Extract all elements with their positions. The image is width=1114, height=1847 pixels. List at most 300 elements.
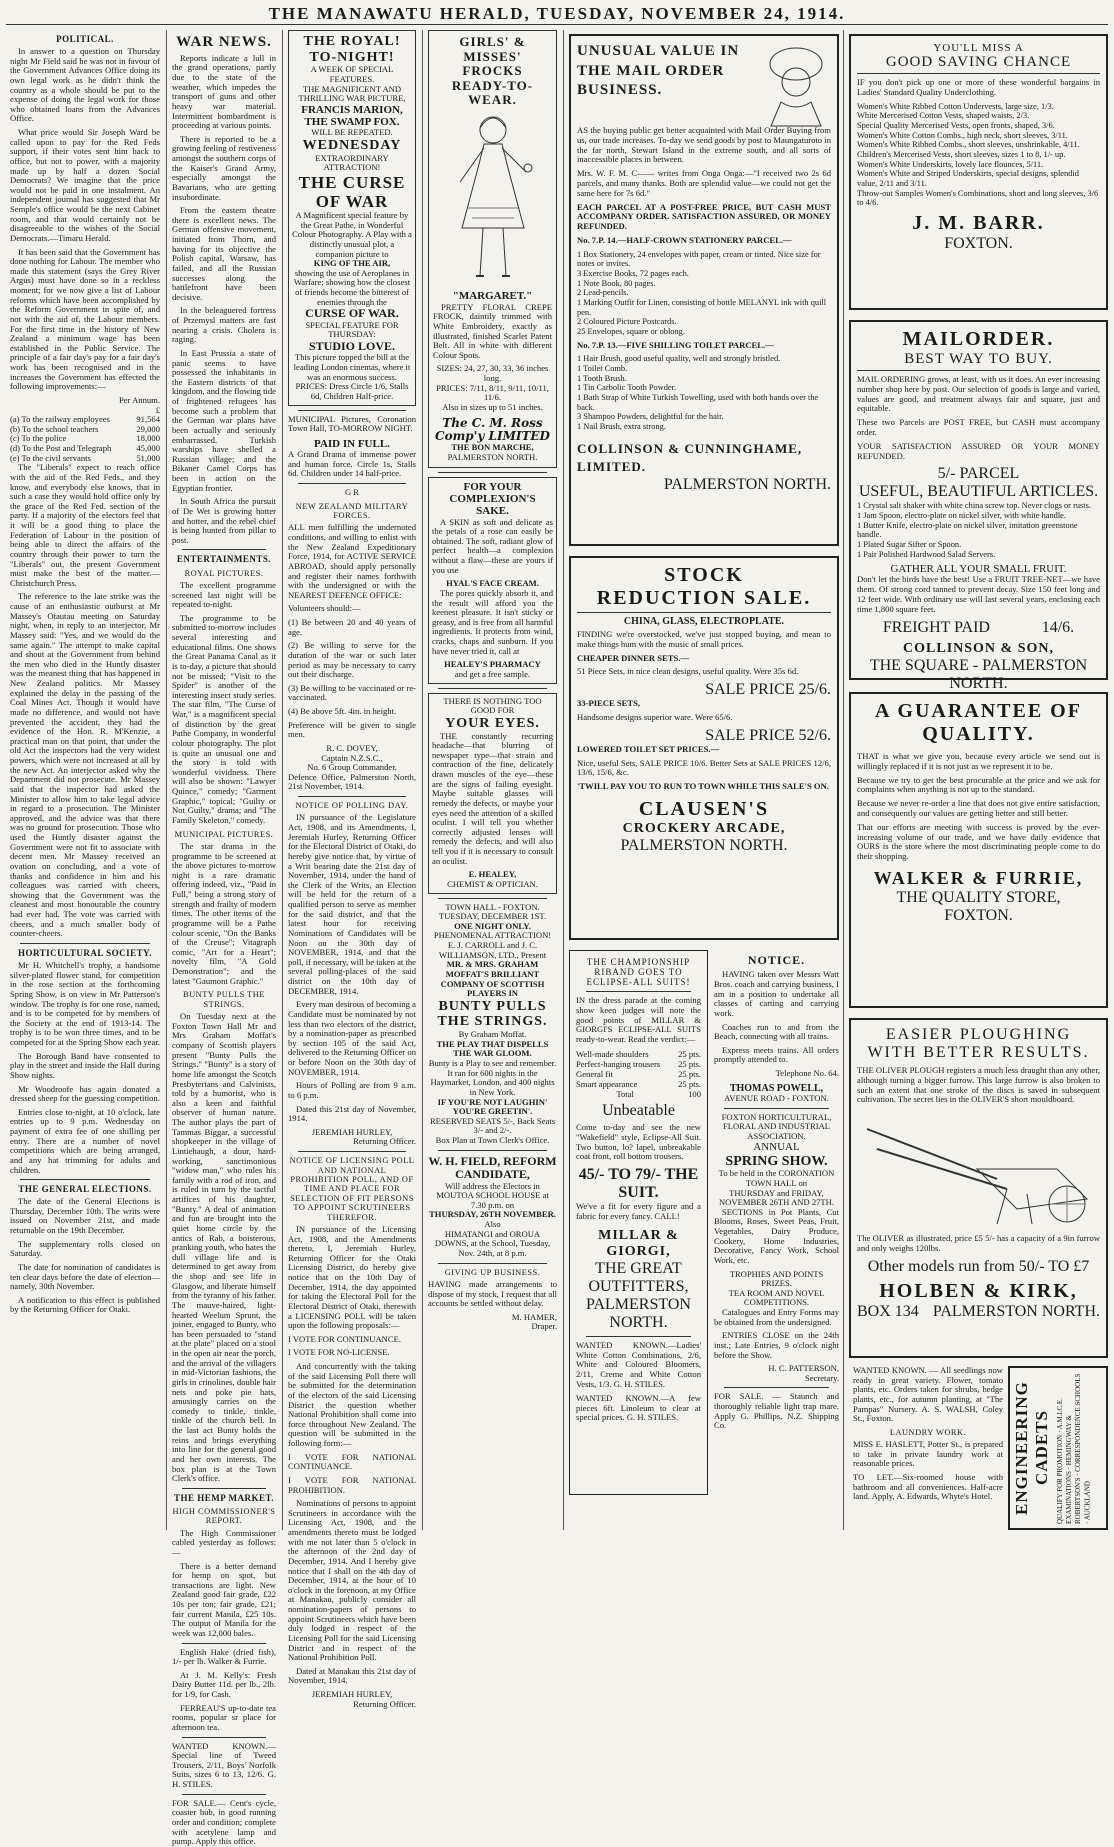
war-news-heading: WAR NEWS. (176, 34, 272, 50)
divider (438, 472, 547, 473)
bon-marche: THE BON MARCHE, (451, 442, 534, 453)
royal-thursday: SPECIAL FEATURE FOR THURSDAY: (305, 319, 399, 340)
freight-row (857, 619, 1100, 637)
toilet-heading: LOWERED TOILET SET PRICES.— (577, 743, 720, 754)
royal-tonight: TO-NIGHT! (309, 49, 395, 65)
list-item: 1 Pair Polished Hardwood Salad Servers. (857, 549, 996, 559)
paragraph: On Tuesday next at the Foxton Town Hall Mr and Mrs Graham Moffat's company of Scottish players present "Bunty Pulls the Strings." "Bunty" is a story of home life amongst the Scotch Presbyterians and Calvinists, told by a humorist, who is also a keen and faithful observer of human nature. The author plays the part of Tammas Biggar, a successful shopkeeper in the village of Lintiehaugh, a dour, hard-working, sanctimonious "widow man," who rules his family with a rod of iron, and is ruled in turn by the tactful artifices of his daughter, "Bunty." A deal of animation and fun are brought into the quiet home circle by the antics of Rab, a boisterous, pranking youth, who hates the dull village life and is determined to get away from the shop and see life in Glasgow, and liberate himself from the tyranny of his father. The mauve-haired, light-hearted Weelum Sprunt, the joiner, engaged to Bunty, who has been persuaded to "stand at the plate" placed on a stool in the open air near the porch, and the arrival of the villagers in mid-Victorian fashions, the girls in crinolines, double hair nets and poke pie hats, amusingly carries on the comedy to tinkle, tinkle, tinkle of the church bell. In the last act Bunty holds the reins and brings everything into line for the general good and her own interests. The box plan is at the Town Clerk's office. (172, 1011, 276, 1484)
guarantee-heading1: A GUARANTEE OF (875, 700, 1082, 722)
row-label: General fit (576, 1068, 613, 1079)
frocks-title: GIRLS' & MISSES' FROCKS READY-TO-WEAR. (451, 34, 534, 108)
bunty-title: BUNTY PULLS THE STRINGS. (437, 998, 548, 1030)
forces-cond: (3) Be willing to be vaccinated or re-vaccinated. (288, 682, 416, 703)
paragraph: It has been said that the Government has done nothing for Labour. The member who made this statement (says the Grey River Argus) must have done so in a reckless moment; for we now give a list of Labour reforms which have been accomplished by the Reform Government in spite of, and not with the aid of, the Labour members. For the first time in the history of New Zealand a minimum wage has been established in the Public Service. The principle of a fair day's pay for a fair day's work has been recognised and in the increases the Government has effected the following improvements:— (10, 246, 160, 392)
royal-studio: STUDIO LOVE. (308, 339, 396, 354)
bunty-heading: BUNTY PULLS THE STRINGS. (183, 990, 265, 1009)
row-value: 25 pts. (678, 1058, 701, 1069)
frock-sizes: SIZES: 24, 27, 30, 33, 36 inches long. (436, 363, 549, 384)
list-item: Women's White Underskirts, lovely lace flounces, 5/11. (857, 159, 1044, 169)
royal-line: THE MAGNIFICENT AND THRILLING WAR PICTURE, (298, 83, 406, 104)
mail-order-ad (569, 34, 839, 546)
guarantee-text3: Because we never re-order a line that does not give entire satisfaction, and consequently our values are getting better and still better. (857, 798, 1100, 818)
divider (438, 1263, 547, 1264)
row-value: 45,000 (136, 443, 160, 454)
plough-heading1: EASIER PLOUGHING (885, 1026, 1072, 1043)
millar-giorgi: MILLAR & GIORGI, (598, 1227, 679, 1259)
freight-label: FREIGHT PAID (882, 618, 990, 636)
total-label: Total (616, 1088, 634, 1099)
toilet-text: Nice, useful Sets, SALE PRICE 10/6. Better Sets at SALE PRICES 12/6, 13/6, 15/6, &c. (577, 757, 831, 778)
crockery-arcade: CROCKERY ARCADE, (622, 820, 786, 836)
plough-text2: The OLIVER as illustrated, price £5 5/- has a capacity of a 9in furrow and only weighs 120lbs. (857, 1233, 1100, 1253)
held: To be held in the CORONATION TOWN HALL on (718, 1168, 835, 1188)
dinner-heading: CHEAPER DINNER SETS.— (577, 652, 689, 663)
phenomenal: PHENOMENAL ATTRACTION! (433, 930, 552, 941)
field-text: Will address the Electors in MOUTOA SCHOOL HOUSE at 7.30 p.m. on (436, 1180, 549, 1210)
mail-head-row (577, 42, 831, 126)
paragraph: Reports indicate a lull in the grand operations, partly due to the state of the weather, which impedes the transport of guns and other heavy war material. Intermittent bombardment is proceeding at various points. (172, 52, 276, 131)
divider (182, 549, 266, 550)
list-item: 1 Butter Knife, electro-plate on nickel silver, imitation greenstone handle. (857, 520, 1078, 540)
frocks-ad (428, 30, 557, 468)
suits-text: IN the dress parade at the coming show keen judges will note the good points of MILLAR & GIORGI'S ECLIPSE-ALL SUITS ready-to-wear. Read the verdict:— (576, 995, 701, 1045)
signature-title: Returning Officer. (353, 1136, 416, 1147)
paragraph: What price would Sir Joseph Ward be called upon to pay for the Red Feds support, if their votes sent him back to office, but not to power, with a majority made up by half a dozen Social Democrats? We imagine that the price would not be paid in one instalment. An independent journal has suggested that Mr Semple's office would be the next Cabinet room, and that would certainly not be disagreeable to the wishes of the Social Democrats.—Timaru Herald. (10, 127, 160, 243)
list-item: 2 Coloured Picture Postcards. (577, 317, 677, 327)
wanted-known-ad: WANTED KNOWN.—Ladies' White Cotton Combinations, 2/6, White and Coloured Bloomers, 2/11, Creme and White Cotton Vests, 1/3. G. H. STILES. (576, 1339, 701, 1389)
municipal-pictures-heading: MUNICIPAL PICTURES. (174, 829, 274, 839)
complexion-text: A SKIN as soft and delicate as the petals of a rose can easily be obtained. The soft, radiant glow of perfect health—a complexion without a flaw—these are yours if you use (432, 516, 553, 575)
suits-fit: We've a fit for every figure and a fabric for every fancy. CALL! (576, 1201, 701, 1221)
royal-king: KING OF THE AIR, (313, 258, 391, 269)
engineering-cadets-ad (1008, 1366, 1108, 1530)
parcel2-items (577, 354, 831, 431)
paragraph: The supplementary rolls closed on Saturday. (10, 1238, 160, 1259)
royal-repeated: WILL BE REPEATED. (311, 127, 393, 138)
row-label: (b) To the school teachers (10, 423, 99, 434)
masthead-rule (6, 24, 1108, 25)
saving-text: IF you don't pick up one or more of these wonderful bargains in Ladies' Standard Quality Underclothing. (857, 77, 1100, 97)
wanted-known-ad: WANTED KNOWN. — All seedlings now ready in great variety. Flower, tomato plants, etc. Orders taken for shrubs, hedge plants, etc., for autumn planting, at "The Pampas" Nursery. A. S. WALSH, Coley St., Foxton. (853, 1365, 1003, 1424)
notice-heading: NOTICE. (747, 953, 806, 967)
forces-pref: Preference will be given to single men. (288, 719, 416, 740)
list-item: Women's White Ribbed Combs., short sleeves, unshrinkable, 4/11. (857, 140, 1080, 150)
signature: JEREMIAH HURLEY, (311, 1689, 393, 1700)
p33-price: SALE PRICE 52/6. (705, 726, 831, 744)
saving-heading1: YOU'LL MISS A (933, 42, 1024, 54)
small-ad: At J. M. Kelly's: Fresh Dairy Butter 11d. per lb., 2lb. for 1/9, for Cash. (172, 1669, 276, 1700)
parcel-items (857, 501, 1100, 559)
row-value: 25 pts. (678, 1068, 701, 1079)
barr-place: FOXTON. (944, 234, 1013, 252)
divider (586, 1336, 691, 1337)
paragraph: Hours of Polling are from 9 a.m. to 6 p.m. (288, 1080, 416, 1100)
column-rule (166, 30, 167, 1530)
list-item: 1 Box Stationery, 24 envelopes with paper, cream or tinted. Nice size for notes or invites. (577, 249, 821, 269)
divider (438, 688, 547, 689)
seats: RESERVED SEATS 5/-, Back Seats 3/- and 2/-. (429, 1115, 556, 1136)
complexion-text2: The pores quickly absorb it, and the result will afford you the keenest pleasure. It isn't sticky or greasy, and is free from all harmful ingredients. It protects from wind, cracks, chaps and sunburn. If you have never tried it, call at (432, 587, 553, 656)
mailorder-satisfy: YOUR SATISFACTION ASSURED OR YOUR MONEY REFUNDED. (857, 440, 1100, 461)
list-item: Women's White and Striped Underskirts, special designs, splendid value, 2/11 and 3/11. (857, 169, 1079, 188)
row-label: (e) To the civil servants (10, 452, 91, 463)
row-value: 29,000 (136, 423, 160, 434)
reduction-heading: REDUCTION SALE. (577, 587, 831, 613)
list-item: 1 Jam Spoon, electro-plate on nickel silver, with white handle. (857, 511, 1066, 521)
for-sale-ad: FOR SALE.— Cent's cycle, coaster hub, in good running order and condition; complete with acetylene lamp and pump. Apply this office. (172, 1797, 276, 1847)
mail-heading: UNUSUAL VALUE IN THE MAIL ORDER BUSINESS. (577, 43, 740, 98)
small-ad: English Hake (dried fish), 1/- per lb. Walker & Furrie. (172, 1646, 276, 1667)
play-line: THE PLAY THAT DISPELLS THE WAR GLOOM. (436, 1038, 549, 1059)
wage-increase-table (10, 415, 160, 463)
divider (20, 1179, 150, 1180)
row-value: 18,000 (136, 433, 160, 444)
column-rule (843, 30, 844, 1530)
secretary-name: H. C. PATTERSON, (768, 1363, 839, 1374)
paragraph: From the eastern theatre there is excellent news. The German offensive movement, initiated from Thorn, and having for its objective the Polish capital, Warsaw, has failed, and all the Russian successes along the battlefront have been decisive. (172, 205, 276, 302)
royal-prices: PRICES: Dress Circle 1/6, Stalls 6d, Children Half-price. (295, 381, 409, 401)
hemp-subheading: HIGH COMMISSIONER'S REPORT. (172, 1506, 276, 1526)
paid-in-full: PAID IN FULL. (314, 437, 390, 450)
entries: ENTRIES CLOSE on the 24th inst.; Late Entries, 9 o'clock night before the Show. (714, 1330, 839, 1360)
quality-store: THE QUALITY STORE, (896, 888, 1061, 906)
divider (182, 1643, 266, 1644)
complexion-end: and get a free sample. (454, 668, 531, 679)
frock-prices: PRICES: 7/11, 8/11, 9/11, 10/11, 11/6. (436, 382, 549, 403)
complexion-heading: FOR YOUR COMPLEXION'S SAKE. (449, 480, 536, 518)
licensing-heading: NOTICE OF LICENSING POLL AND NATIONAL PROHIBITION POLL, AND OF TIME AND PLACE FOR SELECTION OF FIT PERSONS TO APPOINT SCRUTINEERS THEREFOR. (289, 1156, 415, 1222)
wanted-known-ad: WANTED KNOWN.—Special line of Tweed Trousers, 2/11, Boys' Norfolk Suits, sizes 6 to 13, 12/6. G. H. STILES. (172, 1740, 276, 1790)
list-item: 1 Nail Brush, extra strong. (577, 422, 666, 432)
unbeatable: Unbeatable (602, 1101, 675, 1119)
entertainments-heading: ENTERTAINMENTS. (176, 554, 272, 565)
paragraph: The date of the General Elections is Thursday, December 10th. The writs were issued on November 21st, and made returnable on the 19th December. (10, 1196, 160, 1236)
list-item: 1 Note Book, 80 pages. (577, 278, 656, 288)
mailorder-text2: These two Parcels are POST FREE, but CASH must accompany order. (857, 417, 1100, 437)
paragraph: The High Commissioner cabled yesterday as follows:— (172, 1527, 276, 1557)
plough-text: THE OLIVER PLOUGH registers a much less draught than any other, although turning a bigger furrow. This large furrow is also broken to such an extent that one stroke of the discs is saved in subsequent cultivation. The secret lies in the OLIVER'S short mouldboard. (857, 1065, 1100, 1105)
list-item: 25 Envelopes, square or oblong. (577, 327, 685, 337)
row-value: 91,564 (136, 414, 160, 425)
list-item: Women's White Ribbed Cotton Undervests, large size, 1/3. (857, 101, 1054, 111)
frock-desc: PRETTY FLORAL CREPE FROCK, daintily trimmed with White Embroidery, exactly as illustrated, finished Scarlet Patent Belt. All in white with different Colour Spots. (433, 301, 552, 360)
row-value: 51,000 (136, 452, 160, 463)
royal-pictures-heading: ROYAL PICTURES. (184, 568, 264, 578)
plough-heading2: WITH BETTER RESULTS. (867, 1044, 1090, 1061)
stock-sale-ad (569, 556, 839, 940)
municipal-ad: MUNICIPAL Pictures, Coronation Town Hall, TO-MORROW NIGHT. (288, 413, 416, 434)
pound-sign: £ (155, 404, 160, 415)
divider (724, 1108, 829, 1109)
divider (438, 898, 547, 899)
powell-addr: AVENUE ROAD - FOXTON. (724, 1092, 829, 1103)
paragraph: Every man desirous of becoming a Candidate must be nominated by not less than two electors of the district, by a nomination-paper as prescribed by section 105 of the said Act, delivered to the Returning Officer on or before Noon on the 30th day of NOVEMBER, 1914. (288, 999, 416, 1077)
paragraph: The programme to be submitted to-morrow includes several interesting and educational films. One shows the Great Panama Canal as it is to-day, a picture that should not be missed; "Visit to the Spider" is another of the interesting insect study series. The star film, "The Curse of War," is a magnificent special of distinction by the great Pathe Company, in wonderful colour photography. The plot is quite an unusual one and the story is told with wonderful vividness. There will also be shown: "Lawyer Quince," comedy; "Garment Graphic," topical; "Guilty or Not Guilty," drama; and "The Family Skeleton," comedy. (172, 612, 276, 825)
vote-option: I VOTE FOR NATIONAL PROHIBITION. (288, 1474, 416, 1495)
guarantee-text2: Because we try to get the best procurable at the price and we ask for complaints when anything is not up to the standard. (857, 774, 1100, 795)
collinson-son: COLLINSON & SON, (903, 640, 1054, 656)
total-value: 100 (688, 1088, 701, 1099)
suits-heading: THE CHAMPIONSHIP RIBAND GOES TO ECLIPSE-ALL SUITS! (586, 957, 691, 987)
vote-option: I VOTE FOR NO-LICENSE. (288, 1347, 390, 1358)
political-heading: POLITICAL. (56, 34, 114, 44)
suits-ad (569, 950, 708, 1495)
column-small-ads (853, 1366, 1003, 1530)
stock-text: FINDING we're overstocked, we've just stopped buying, and mean to make things hum with the music of small prices. (577, 629, 831, 649)
giving-up-heading: GIVING UP BUSINESS. (444, 1267, 541, 1277)
ross-logo: The C. M. Ross Comp'y LIMITED (435, 415, 550, 443)
paragraph: IN pursuance of the Legislature Act, 1908, and its Amendments, I, Jeremiah Hurley, Returning Officer for the Electoral District of Otaki, do hereby give notice that, by virtue of a Writ bearing date the 21st day of November, 1914, under the hand of the Clerk of the Writs, an Election will be held for the return of a qualified person to serve as member for the said district, and that the latest hour for receiving Nominations of Candidates will be Noon on the 30th day of NOVEMBER, 1914, and that the poll, if necessary, will be taken at the several polling-places of the said district on the 10th day of DECEMBER, 1914. (288, 812, 416, 996)
masthead: THE MANAWATU HERALD, TUESDAY, NOVEMBER 24, 1914. (268, 4, 846, 23)
frock-also: Also in sizes up to 51 inches. (442, 401, 543, 412)
for-sale-ad: FOR SALE. — Staunch and thoroughly reliable light trap mare. Apply G. Phillips, N.Z. Shipping Co. (714, 1391, 839, 1431)
elections-heading: THE GENERAL ELECTIONS. (18, 1184, 152, 1195)
column-notices (288, 30, 416, 1709)
royal-pictures-ad (288, 30, 416, 406)
forces-cond: (1) Be between 20 and 40 years of age. (288, 617, 416, 637)
suits-place: PALMERSTON NORTH. (586, 1295, 691, 1331)
mailorder-ad (849, 320, 1108, 692)
royal-studio-desc: This picture topped the bill at the leading London cinemas, where it was an enormous success. (293, 352, 411, 382)
annual: ANNUAL (753, 1141, 800, 1154)
paragraph: And concurrently with the taking of the said Licensing Poll there will be submitted for the determination of the electors of the said Licensing District the question whether National Prohibition shall come into force throughout New Zealand. The question will be submitted in the following form:— (288, 1361, 416, 1449)
product-name: HYAL'S FACE CREAM. (446, 578, 539, 589)
row-label: (a) To the railway employees (10, 414, 110, 425)
pay-line: 'TWILL PAY YOU TO RUN TO TOWN WHILE THIS SALE'S ON. (577, 781, 829, 792)
p33-heading: 33-PIECE SETS, (577, 698, 641, 709)
trophies: TROPHIES AND POINTS PRIZES. (729, 1268, 824, 1289)
parcel2-heading: No. 7.P. 13.—FIVE SHILLING TOILET PARCEL.— (577, 339, 774, 350)
list-item: Women's White Cotton Combs., high neck, short sleeves, 3/11. (857, 130, 1068, 140)
one-night: ONE NIGHT ONLY. (454, 920, 531, 931)
column-rule (563, 30, 564, 1530)
divider (298, 1151, 406, 1152)
royal-title: THE ROYAL! (303, 34, 401, 49)
paragraph: There is reported to be a growing feeling of restiveness amongst the southern corps of the Kaiser's Grand Army, especially amongst the Bavarians, who are getting insubordinate. (172, 133, 276, 202)
row-value: 25 pts. (678, 1078, 701, 1089)
paragraph: Dated at Manakau this 21st day of November, 1914. (288, 1665, 416, 1686)
town-hall-head: TOWN HALL - FOXTON. TUESDAY, DECEMBER 1ST. (438, 901, 547, 922)
vote-option: I VOTE FOR CONTINUANCE. (288, 1333, 401, 1344)
paragraph: The star drama in the programme to be screened at the above pictures to-morrow night is a rare dramatic offering indeed, viz., "Paid in Full," being a strong story of strength and frailty of modern times. The other items of the programme will be a Pathe colour scenic, "On the Banks of the Creuse"; Vitagraph comic, "Art for a Heart"; novelty film, "A Gold Demonstration"; and the latest "Gaumont Graphic." (172, 840, 276, 986)
holben-row (857, 1303, 1100, 1321)
complexion-ad (428, 477, 557, 684)
paragraph: There is a better demand for hemp on spot, but transactions are light. New Zealand good fair grade, £22 10s per ton; fair grade, £21; fair current Manila, £25 10s. The output of Manila for the week was 12,000 bales. (172, 1560, 276, 1638)
mail-each: EACH PARCEL AT A POST-FREE PRICE, BUT CASH MUST ACCOMPANY ORDER. SATISFACTION ASSURED, OR MONEY REFUNDED. (577, 201, 831, 232)
royal-feature: FRANCIS MARION, THE SWAMP FOX. (301, 103, 403, 129)
barr-name: J. M. BARR. (912, 211, 1045, 234)
signature: M. HAMER, (511, 1311, 557, 1322)
walker-furrie: WALKER & FURRIE, (873, 867, 1084, 888)
useful-heading: USEFUL, BEAUTIFUL ARTICLES. (858, 483, 1099, 501)
healey-trade: CHEMIST & OPTICIAN. (447, 878, 538, 889)
plough-ad (849, 1018, 1108, 1358)
list-item: 1 Hair Brush, good useful quality, well and strongly bristled. (577, 354, 781, 364)
row-label: (c) To the police (10, 433, 67, 444)
tea-room: TEA ROOM AND NOVEL COMPETITIONS. (728, 1287, 825, 1308)
freight-price: 14/6. (1041, 618, 1075, 636)
holben-kirk: HOLBEN & KIRK, (879, 1279, 1078, 1302)
divider (20, 943, 150, 944)
gather-heading: GATHER ALL YOUR SMALL FRUIT. (890, 563, 1067, 576)
show-dates: THURSDAY and FRIDAY, NOVEMBER 26TH AND 27TH. (718, 1187, 835, 1208)
suits-text2: Come to-day and see the new "Wakefield" style, Eclipse-All Suit. Two button, lo? lapel, unbreakable coat front, roll bottom trousers. (576, 1121, 701, 1162)
paragraph: The Borough Band have consented to play in the street and inside the Hall during Show nights. (10, 1050, 160, 1080)
column-political (10, 30, 160, 1530)
guarantee-text4: That our efforts are meeting with success is proved by the ever-increasing volume of our trade, and we have daily evidence that OURS is the store where the most discriminating people come to do their shopping. (857, 821, 1100, 862)
table-row (576, 1079, 701, 1089)
divider (182, 1488, 266, 1489)
frock-place: PALMERSTON NORTH. (447, 452, 538, 463)
wanted-known-ad: WANTED KNOWN.—A few pieces 6ft. Linoleum to clear at special prices. G. H. STILES. (576, 1392, 701, 1423)
paragraph: Entries close to-night, at 10 o'clock, late entries up to 9 p.m. Wednesday on payment of extra fee of one shilling per entry. There are a number of novel competitions which are being arranged, and any hat trimming for adults and children. (10, 1106, 160, 1175)
laundry-ad: MISS E. HASLETT, Potter St., is prepared to take in private laundry work at reasonable prices. (853, 1439, 1003, 1469)
municipal-desc: A Grand Drama of immense power and human force. Circle 1s, Stalls 6d. Children under 14 half-price. (288, 449, 416, 479)
moffat: MR. & MRS. GRAHAM MOFFAT'S BRILLIANT COMPANY OF SCOTTISH PLAYERS IN (440, 959, 545, 999)
divider (586, 991, 691, 992)
forces-intro: ALL men fulfilling the undernoted conditions, and willing to enlist with the New Zealand Expeditionary Force, 1914, for ACTIVE SERVICE ABROAD, should apply personally and register their names forthwith with the undersigned or with the NEAREST DEFENCE OFFICE: (288, 522, 416, 600)
horticultural-heading: HORTICULTURAL SOCIETY. (17, 947, 153, 958)
divider (182, 1794, 266, 1795)
guarantee-heading2: QUALITY. (922, 723, 1035, 745)
parcel1-items (577, 250, 831, 337)
forces-cond: (2) Be willing to serve for the duration of the war or such later period as may be necessary to carry out their discharge. (288, 640, 416, 680)
royal-day: WEDNESDAY (302, 138, 402, 154)
holben-place: PALMERSTON NORTH. (932, 1302, 1100, 1320)
paragraph: In South Africa the pursuit of De Wet is growing hotter and hotter, and the rebel chief is being hunted from pillar to post. (172, 496, 276, 545)
parcel1-heading: No. 7.P. 14.—HALF-CROWN STATIONERY PARCEL.— (577, 234, 792, 245)
paragraph: Nominations of persons to appoint Scrutineers in accordance with the Licensing Act, 1908, and the amendments thereto must be lodged with me not later than 5 o'clock in the afternoon of the 2nd day of December, 1914. And I hereby give notice that I shall on the 4th day of December, 1914, at the hour of 10 o'clock in the forenoon, at my Office at Manakau, publicly consider all nomination-papers of persons to appoint Scrutineers which have been duly lodged in respect of the Licensing Poll for the said Licensing District and in respect of the National Prohibition Poll. (288, 1498, 416, 1663)
paragraph: Mr Woodroofe has again donated a dressed sheep for the guessing competition. (10, 1083, 160, 1104)
saving-items (857, 102, 1100, 208)
royal-cypher: G R (344, 487, 360, 498)
forces-sig: Defence Office, Palmerston North, 21st November, 1914. (288, 771, 416, 792)
paragraph: In East Prussia a state of panic seems to have possessed the inhabitants in the Eastern districts of that kingdom, and the flowing tide of frightened refugees has become such a problem that the German war plans have been actually and seriously embarrassed. Turkish warships have shelled a Russian village; and the Bikaner Camel Corps has been in action on the Egyptian frontier. (172, 347, 276, 493)
paragraph: The "Liberals" expect to reach office with the aid of the Red Feds., and they know, and everybody else knows, that in such a case they would hold office only by the grace of the Red Fed. section of the party. If a majority of the electors feel that it will be a good thing to place the Federation of Labour in the position of being able to direct the affairs of the country through their power to turn the "Liberals" out, the present Government must make the best of the matter.—Christchurch Press. (10, 462, 160, 588)
suit-price: 45/- TO 79/- THE SUIT. (578, 1166, 699, 1202)
list-item: 1 Bath Strap of White Turkish Towelling, used with both hands over the back. (577, 393, 819, 412)
per-annum-label: Per Annum. (118, 394, 160, 405)
saving-heading2: GOOD SAVING CHANCE (857, 54, 1100, 74)
table-row (576, 1069, 701, 1079)
mail-place: PALMERSTON NORTH. (663, 476, 831, 494)
secretary-title: Secretary. (804, 1372, 839, 1383)
mailorder-text: MAIL ORDERING grows, at least, with us it does. An ever increasing number shop here by post. Our selection of goods is large and varied, values are good, and treatment always fair and square, just and equitable. (857, 374, 1100, 414)
management: E. J. CARROLL and J. C. WILLIAMSON, LTD., Present (438, 940, 547, 960)
paragraph: The reference to the late strike was the cause of an enthusiastic outburst at Mr Massey's Otautau meeting on Saturday night, when, in reply to an interjector, Mr Massey said: "Yes, and we would do the same again." The attempt to make capital and shout at the Government from behind the men who died in the Huntly disaster was the meanest thing that has happened in New Zealand politics. Mr Massey explained the delay in the passing of the Coal Mines Act. Though it would have made no difference, and would not have prevented the accident, they had the evidence of the Hon. R. M'Kenzie, a practical man on that point, that under the old Act the inspectors had the very widest powers, which were not increased at all by the new Act. An interjector asked why the Department did not prosecute. Mr Massey said that the inspector had asked the Minister to allow him to take legal advice in regard to a prosecution. The Minister approved, and the advice was that there was no ground for prosecution. Those who used the Huntly disaster against the Government were not fit to associate with decent men. Mr Massey received an ovation on concluding, and a vote of thanks and confidence in him and his colleagues was carried with cheers, showing that the Government was the cleanest and most honourable the country had ever had. The vote was carried with cheers, and a much smaller body of counter-cheers. (10, 591, 160, 939)
forces-cond: (4) Be above 5ft. 4in. in height. (288, 706, 397, 717)
cadets-heading: ENGINEERING CADETS (1012, 1381, 1051, 1515)
polling-heading: NOTICE OF POLLING DAY. (295, 801, 409, 811)
paragraph: A notification to this effect is published by the Returning Officer for Otaki. (10, 1294, 160, 1315)
lady-portrait-illustration (761, 42, 831, 126)
powell-name: THOMAS POWELL, (729, 1082, 824, 1094)
list-item: 2 Lead-pencils. (577, 288, 629, 298)
small-ad: FERREAU'S up-to-date tea rooms, popular sr place for afternoon tea. (172, 1702, 276, 1732)
forces-sig: R. C. DOVEY, (326, 742, 378, 753)
town-hall-ad (428, 903, 557, 1146)
column-ads-left (428, 30, 557, 1530)
box-plan: Box Plan at Town Clerk's Office. (435, 1135, 550, 1145)
gather-text: Don't let the birds have the best! Use a FRUIT TREE-NET—we have them. Of strong cord tanned to prevent decay. Size 150 feet long and 12 feet wide. With ordinary use will last several years, enclosing each time 1,800 square feet. (857, 574, 1100, 614)
list-item: 1 Tooth Brush. (577, 373, 627, 383)
notice-text3: Express meets trains. All orders promptly attended to. (714, 1044, 839, 1065)
outfitters: THE GREAT OUTFITTERS, (588, 1259, 689, 1295)
royal-curse-desc: A Magnificent special feature by the Great Pathe, in Wonderful Colour Photography. A Play with a distinctly unusual plot, a companion picture to (292, 210, 412, 259)
dinner-text: 51 Piece Sets, in nice clean designs, useful quality. Were 35s 6d. (577, 666, 799, 677)
column-notice (714, 950, 839, 1495)
paragraph: In answer to a question on Thursday night Mr Field said he was not in favour of the Government Advances Office doing its own legal work as he didn't think the country as a whole should be put to the expense of doing the legal work for those who obtained loans from the Advances Office. (10, 46, 160, 124)
table-row (576, 1089, 701, 1099)
collinson-place: THE SQUARE - PALMERSTON NORTH. (869, 656, 1088, 692)
list-item: White Mercerised Cotton Vests, shaped waists, 2/3. (857, 111, 1030, 121)
plough-illustration (857, 1109, 1102, 1229)
royal-curse2: CURSE OF WAR. (305, 306, 399, 321)
list-item: 1 Marking Outfit for Linen, consisting of bottle MELANYL ink with quill pen. (577, 298, 827, 317)
vote-option: I VOTE FOR NATIONAL CONTINUANCE. (288, 1451, 416, 1472)
stock-place: PALMERSTON NORTH. (620, 836, 788, 854)
table-row (576, 1059, 701, 1069)
royal-king-desc: showing the use of Aeroplanes in Warfare; showing how the closest of friends become the bitterest of enemies through the (293, 267, 411, 307)
paragraph: Dated this 21st day of November, 1914. (288, 1103, 416, 1124)
forces-vol: Volunteers should:— (288, 603, 361, 614)
divider (438, 1150, 547, 1151)
list-item: 3 Exercise Books, 72 pages each. (577, 269, 689, 279)
list-item: 1 Tin Carbolic Tooth Powder. (577, 383, 677, 393)
forces-sig: Captain N.Z.S.C., (321, 752, 383, 763)
field-ad (428, 1155, 557, 1259)
plough-models: Other models run from 50/- TO £7 (867, 1257, 1090, 1275)
mail-text2: Mrs. W. F. M. C—— writes from Onga Onga:—"I received two 2s 6d parcels, and many thanks. Both are splendid value—we could not get the same here for 7s 6d." (577, 168, 831, 198)
divider (182, 1737, 266, 1738)
healey-name: E. HEALEY, (468, 869, 517, 880)
show-heading: FOXTON HORTICULTURAL, FLORAL AND INDUSTRIAL ASSOCIATION. (721, 1111, 832, 1141)
field-heading: W. H. FIELD, REFORM CANDIDATE, (428, 1153, 557, 1182)
best-way-heading: BEST WAY TO BUY. (857, 351, 1100, 371)
field-date: THURSDAY, 26TH NOVEMBER. (429, 1209, 556, 1220)
guarantee-ad (849, 692, 1108, 1008)
paragraph: IN pursuance of the Licensing Act, 1908, and the Amendments thereto, I, Jeremiah Hurley, Returning Officer for the Otaki Licensing District, do hereby give notice that on the 10th Day of December, 1914, the day appointed for taking the Electoral Poll for the Electoral District of Otaki, therewith a LICENSING POLL will be taken upon the following proposals:— (288, 1223, 416, 1331)
list-item: 1 Toilet Comb. (577, 364, 628, 374)
row-value: 25 pts. (678, 1048, 701, 1059)
divider (298, 483, 406, 484)
signature-title: Returning Officer. (353, 1698, 416, 1709)
laugh-line: IF YOU'RE NOT LAUGHIN' YOU'RE GREETIN'. (437, 1096, 548, 1117)
play-text: Bunty is a Play to see and remember. It ran for 600 nights in the Haymarket, London, and 400 nights in New York. (428, 1058, 557, 1097)
column-war-news (172, 30, 276, 1847)
row-label: Well-made shoulders (576, 1048, 649, 1059)
notice-text2: Coaches run to and from the Beach, connecting with all trains. (714, 1021, 839, 1042)
hemp-market-heading: THE HEMP MARKET. (173, 1492, 275, 1503)
column-rule (282, 30, 283, 1530)
saving-chance-ad (849, 34, 1108, 310)
list-item: 1 Plated Sugar Sifter or Spoon. (857, 540, 962, 549)
stock-sub: CHINA, GLASS, ELECTROPLATE. (623, 616, 785, 627)
divider (298, 410, 406, 411)
holben-box: BOX 134 (857, 1302, 919, 1320)
mail-text: AS the buying public get better acquainted with Mail Order Buying from us, our trade increases. To-day we send goods by post to Maungaturoto in the far north, Stewart Island in the extreme south, and all sorts of inaccessible places in between. (577, 125, 831, 165)
field-text2: HIMATANGI and OROUA DOWNS, at the School, Tuesday, Nov. 24th, at 8 p.m. (434, 1228, 551, 1258)
clausen-name: CLAUSEN'S (638, 797, 770, 820)
parcel-heading: 5/- PARCEL (937, 465, 1020, 483)
mailorder-heading: MAILORDER. (902, 328, 1055, 350)
list-item: 1 Crystal salt shaker with white china screw top. Never clogs or rusts. (857, 501, 1091, 511)
giving-up-text: HAVING made arrangements to dispose of my stock, I request that all accounts be settled without delay. (428, 1278, 557, 1309)
girl-illustration (438, 108, 548, 288)
field-also: Also (484, 1219, 501, 1229)
row-label: Smart appearance (576, 1078, 638, 1089)
list-item: Special Quality Mercerised Vests, open fronts, shaped, 3/6. (857, 120, 1055, 130)
